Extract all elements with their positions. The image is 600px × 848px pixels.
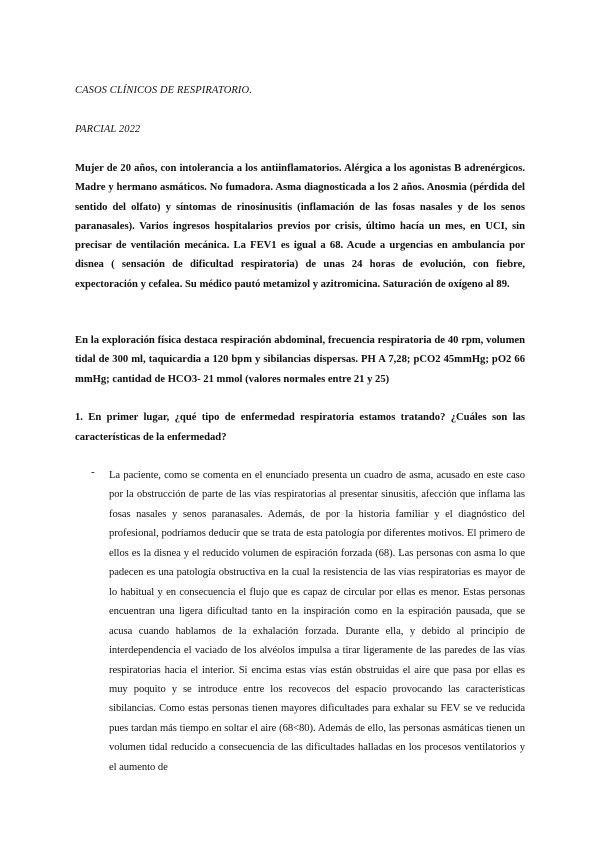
answer-1: La paciente, como se comenta en el enunciado presenta un cuadro de asma, acusado en este caso por la obstrucción de parte de las vías respiratorias al presentar sinusitis, afección que inflama las fosas nasales y senos paranasales. Además, de por la historia familiar y el diagnóstico del profesional, podríamos deducir que se trata de esta patología por diferentes motivos. El primero de ellos es la disnea y el reducido volumen de espiración forzada (68). Las personas con asma lo que padecen es una patología obstructiva en la cual la resistencia de las vías respiratorias es mayor de lo habitual y en consecuencia el flujo que es capaz de circular por ellas es menor. Estas personas encuentran una ligera dificultad tanto en la inspiración como en la espiración pausada, que se acusa cuando hablamos de la exhalación forzada. Durante ella, y debido al principio de interdependencia el vaciado de los alvéolos impulsa a tirar ligeramente de las paredes de las vías respiratorias hacia el interior. Si encima estas vías están obstruidas el aire que pasa por ellas es muy poquito y se introduce entre los recovecos del espacio provocando las características sibilancias. Como estas personas tienen mayores dificultades para exhalar su FEV se ve reducida pues tardan más tiempo en soltar el aire (68<80). Además de ello, las personas asmáticas tienen un volumen tidal reducido a consecuencia de las dificultades halladas en los procesos ventilatorios y el aumento de bbox=[109, 470, 525, 773]
case-paragraph: Mujer de 20 años, con intolerancia a los antiinflamatorios. Alérgica a los agonistas B adrenérgicos. Madre y hermano asmáticos. No fumadora. Asma diagnosticada a los 2 años. Anosmia (pérdida del sentido del olfato) y síntomas de rinosinusitis (inflamación de las fosas nasales y de los senos paranasales). Varios ingresos hospitalarios previos por crisis, último hacía un mes, en UCI, sin precisar de ventilación mecánica. La FEV1 es igual a 68. Acude a urgencias en ambulancia por disnea ( sensación de dificultad respiratoria) de unas 24 horas de evolución, con fiebre, expectoración y cefalea. Su médico pautó metamizol y azitromicina. Saturación de oxígeno al 89. bbox=[75, 163, 525, 290]
answer-bullet: - bbox=[91, 466, 95, 478]
question-1: 1. En primer lugar, ¿qué tipo de enfermedad respiratoria estamos tratando? ¿Cuáles son las características de la enfermedad? bbox=[75, 412, 525, 443]
document-subtitle: PARCIAL 2022 bbox=[75, 124, 141, 135]
document-title: CASOS CLÍNICOS DE RESPIRATORIO. bbox=[75, 85, 252, 96]
exam-paragraph: En la exploración física destaca respiración abdominal, frecuencia respiratoria de 40 rpm, volumen tidal de 300 ml, taquicardia a 120 bpm y sibilancias dispersas. PH A 7,28; pCO2 45mmHg; pO2 66 mmHg; cantidad de HCO3- 21 mmol (valores normales entre 21 y 25) bbox=[75, 335, 525, 385]
